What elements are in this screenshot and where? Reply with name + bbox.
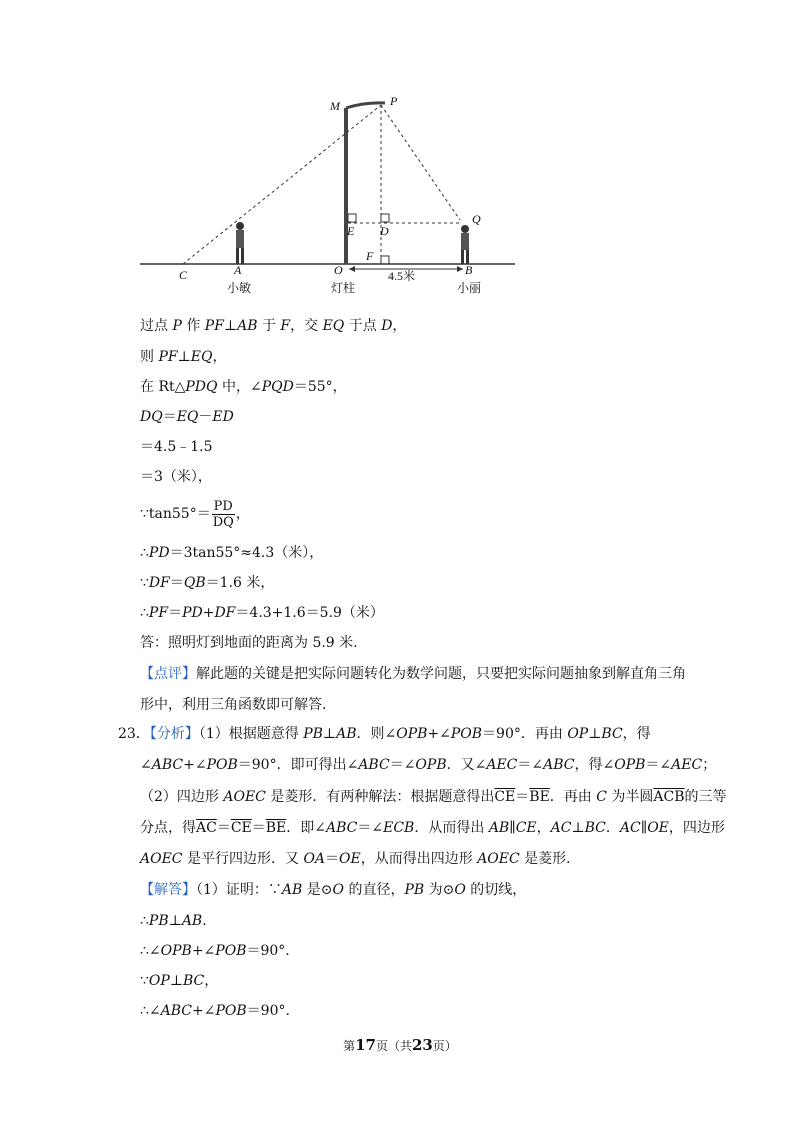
solution-line-2: 则 PF⊥EQ， [140,349,227,365]
person-a-icon [236,222,244,264]
q23-line-2: ∠ABC+∠POB＝90°．即可得出∠ABC＝∠OPB．又∠AEC＝∠ABC，得∠OPB＝∠AEC； [140,757,717,773]
fraction: $\frac{PD}{DQ}$ [212,498,234,530]
total-pages: 23 [412,1036,433,1054]
answer-line-3: ∴∠OPB+∠POB＝90°. [140,943,290,959]
label-xiaoli: 小丽 [457,281,482,295]
review-tag: 【点评】 [140,666,196,682]
label-c: C [179,268,188,282]
review-line-2: 形中，利用三角函数即可解答. [140,697,327,713]
label-o: O [334,263,343,277]
solution-line-7: ∵tan55°＝ $\frac{PD}{DQ}$ ， [140,498,250,530]
label-lamp: 灯柱 [331,281,356,295]
label-q: Q [472,212,481,226]
solution-line-1: 过点 P 作 PF⊥AB 于 F，交 EQ 于点 D， [140,318,407,334]
solution-line-5: ＝4.5﹣1.5 [140,439,213,455]
label-a: A [234,263,242,277]
solution-line-6: ＝3（米）， [140,469,212,485]
q23-line-3: （2）四边形 AOEC 是菱形．有两种解法：根据题意得出$\overline{CE}=\overline{BE}$．再由 C 为半圆$\overline{ACB}$的三等 [140,789,727,805]
person-b-icon [461,225,469,264]
q23-line-1: 23．【分析】（1）根据题意得 PB⊥AB．则∠OPB+∠POB＝90°．再由 OP⊥BC，得 [118,726,651,742]
q23-line-5: AOEC 是平行四边形．又 OA＝OE，从而得出四边形 AOEC 是菱形． [140,851,581,867]
answer-line: 答：照明灯到地面的距离为 5.9 米. [140,635,358,651]
label-e: E [347,224,355,238]
solution-line-3: 在 Rt△PDQ 中，∠PQD＝55°， [140,379,347,395]
label-p: P [390,94,398,108]
answer-line-5: ∴∠ABC+∠POB＝90°. [140,1003,290,1019]
question-number: 23． [118,726,150,742]
label-b: B [465,263,473,277]
solution-line-8: ∴PD＝3tan55°≈4.3（米）， [140,545,324,561]
q23-line-4: 分点，得$\overline{AC}=\overline{CE}=\overline{BE}$．即∠ABC＝∠ECB．从而得出 AB∥CE，AC⊥BC．AC∥OE，四边形 [140,820,725,836]
lamp-arm [346,103,385,108]
answer-tag: 【解答】 [140,882,196,898]
review-line-1: 【点评】解此题的关键是把实际问题转化为数学问题，只要把实际问题抽象到解直角三角 [140,666,686,682]
answer-line-4: ∵OP⊥BC， [140,973,219,989]
analysis-tag: 【分析】 [149,726,199,742]
label-distance: 4.5米 [388,269,416,283]
label-xiaomin: 小敏 [227,281,252,295]
geometry-figure [135,88,520,300]
label-m: M [330,99,340,113]
solution-line-10: ∴PF＝PD+DF＝4.3+1.6＝5.9（米） [140,605,384,621]
page-footer: 第17页（共23页） [343,1036,457,1054]
answer-line-1: 【解答】（1）证明：∵AB 是⊙O 的直径，PB 为⊙O 的切线， [140,882,527,898]
solution-line-9: ∵DF＝QB＝1.6 米， [140,575,275,591]
page-number: 17 [355,1036,376,1054]
label-d: D [380,224,389,238]
solution-line-4: DQ＝EQ－ED [140,409,234,425]
answer-line-2: ∴PB⊥AB. [140,913,207,929]
label-f: F [366,249,374,263]
